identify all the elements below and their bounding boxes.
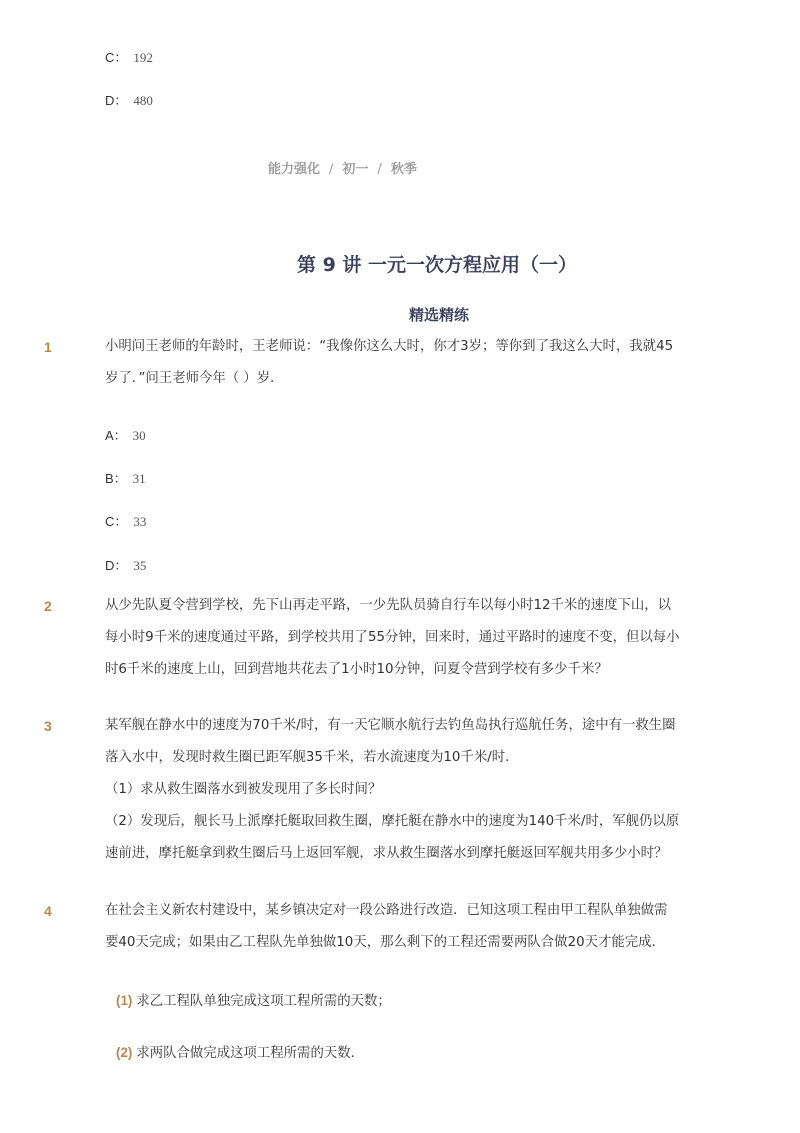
option-b (105, 468, 146, 487)
breadcrumb-separator: / (377, 162, 382, 177)
breadcrumb-separator: / (329, 162, 334, 177)
option-value: 33 (133, 514, 147, 529)
question-line: （2）发现后，舰长马上派摩托艇取回救生圈，摩托艇在静水中的速度为140千米/时，军舰仍以原 (105, 814, 680, 829)
question-number: 2 (44, 598, 52, 614)
option-d (105, 555, 146, 574)
question-line: 某军舰在静水中的速度为70千米/时，有一天它顺水航行去钓鱼岛执行巡航任务，途中有一救生圈 (105, 718, 676, 733)
option-letter: D： (105, 93, 128, 108)
option-letter: D： (105, 558, 128, 573)
breadcrumb-item: 能力强化 (268, 162, 321, 177)
option-value: 35 (133, 558, 147, 573)
option-value: 31 (132, 471, 146, 486)
question-text (105, 590, 717, 686)
subquestion-2 (116, 1042, 364, 1061)
section-title: 精选精练 (408, 306, 469, 324)
question-line: 每小时9千米的速度通过平路，到学校共用了55分钟，回来时，通过平路时的速度不变，但以每小 (105, 630, 680, 645)
subquestion-text: 求两队合做完成这项工程所需的天数． (136, 1046, 365, 1061)
subquestion-1 (116, 990, 391, 1009)
option-value: 30 (132, 428, 146, 443)
question-line: 小明问王老师的年龄时，王老师说：“我像你这么大时，你才3岁；等你到了我这么大时，我就45 (105, 339, 674, 354)
prev-option-d (105, 90, 153, 109)
breadcrumb-item: 初一 (342, 162, 369, 177)
question-line: 落入水中，发现时救生圈已距军舰35千米，若水流速度为10千米/时． (105, 750, 519, 765)
question-line: 速前进，摩托艇拿到救生圈后马上返回军舰，求从救生圈落水到摩托艇返回军舰共用多少小时？ (105, 846, 668, 861)
question-text (105, 710, 717, 870)
question-line: 在社会主义新农村建设中，某乡镇决定对一段公路进行改造．已知这项工程由甲工程队单独做需 (105, 903, 668, 918)
question-number: 4 (44, 903, 52, 919)
option-letter: C： (105, 514, 128, 529)
prev-option-c (105, 47, 153, 66)
question-line: （1）求从救生圈落水到被发现用了多长时间？ (105, 782, 382, 797)
breadcrumb (268, 158, 417, 177)
breadcrumb-item: 秋季 (390, 162, 417, 177)
question-line: 时6千米的速度上山，回到营地共花去了1小时10分钟，问夏令营到学校有多少千米？ (105, 662, 608, 677)
question-line: 岁了．”问王老师今年（ ）岁． (105, 371, 284, 386)
lesson-title: 第 9 讲 一元一次方程应用（一） (296, 254, 578, 276)
option-a (105, 425, 146, 444)
option-c (105, 511, 146, 530)
option-letter: C： (105, 50, 128, 65)
option-letter: B： (105, 471, 127, 486)
subquestion-text: 求乙工程队单独完成这项工程所需的天数； (136, 994, 391, 1009)
question-number: 1 (44, 339, 52, 355)
option-value: 480 (133, 93, 153, 108)
question-line: 从少先队夏令营到学校，先下山再走平路，一少先队员骑自行车以每小时12千米的速度下山，以 (105, 598, 672, 613)
subquestion-label: (1) (116, 993, 133, 1008)
subquestion-label: (2) (116, 1045, 133, 1060)
question-number: 3 (44, 718, 52, 734)
option-letter: A： (105, 428, 127, 443)
question-text (105, 331, 717, 395)
question-line: 要40天完成；如果由乙工程队先单独做10天，那么剩下的工程还需要两队合做20天才能完成． (105, 935, 665, 950)
question-text (105, 895, 717, 959)
option-value: 192 (133, 50, 153, 65)
